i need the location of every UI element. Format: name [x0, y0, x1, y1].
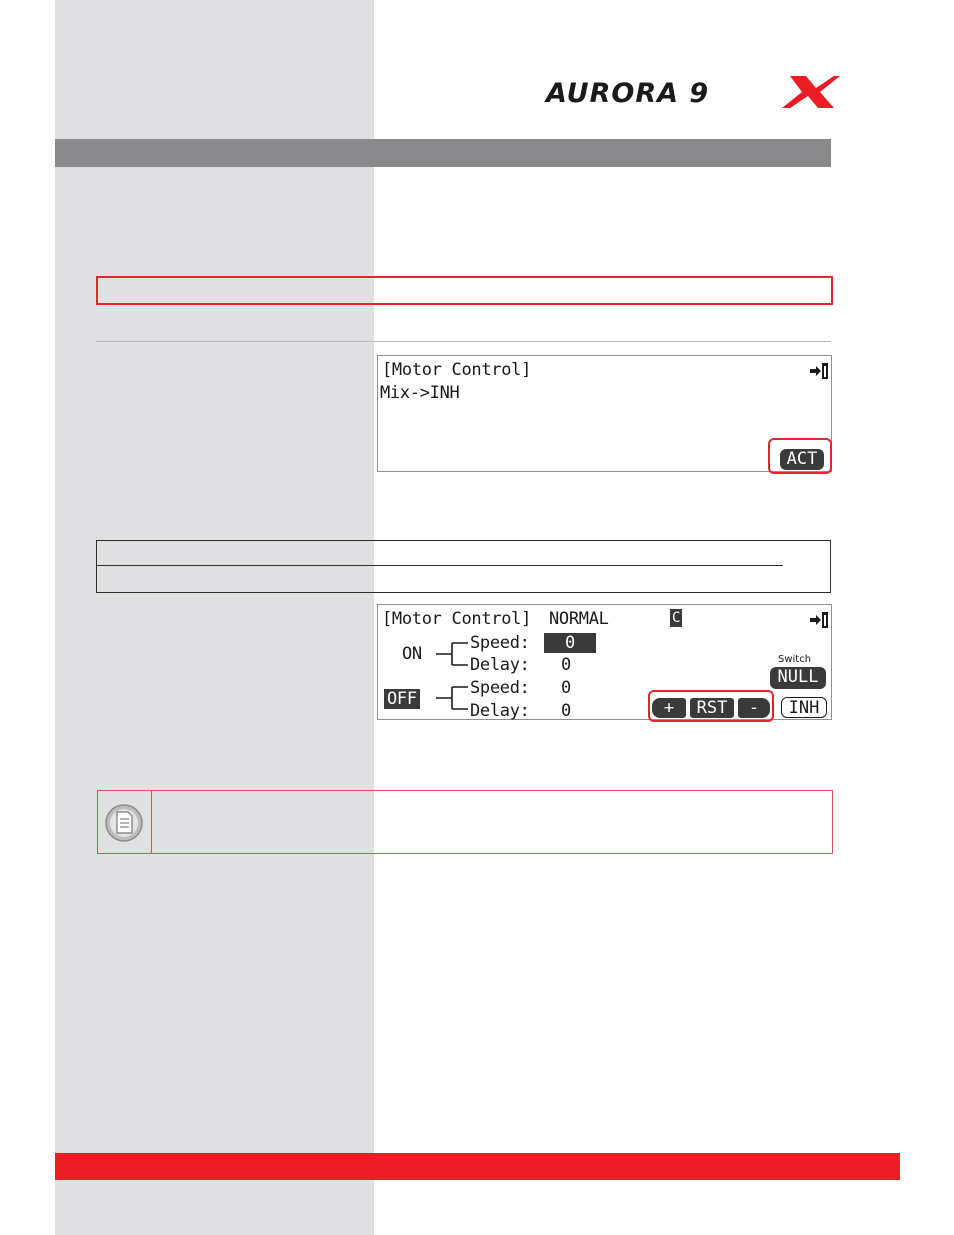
screen-title: [Motor Control] — [382, 360, 532, 380]
framed-box-line — [97, 565, 783, 566]
note-box — [97, 790, 833, 854]
off-label: OFF — [384, 689, 420, 709]
footer-bar — [55, 1153, 900, 1180]
svg-text:AURORA 9: AURORA 9 — [546, 78, 710, 109]
section-header-bar — [55, 139, 831, 167]
exit-icon[interactable] — [809, 362, 829, 380]
aurora-9x-logo — [544, 72, 840, 112]
plus-button[interactable]: + — [652, 698, 686, 718]
on-speed-value[interactable]: 0 — [544, 633, 596, 653]
off-delay-label: Delay: — [470, 701, 530, 721]
on-speed-label: Speed: — [470, 633, 530, 653]
act-button[interactable]: ACT — [780, 449, 824, 470]
off-delay-value[interactable]: 0 — [561, 701, 571, 721]
off-bracket — [436, 683, 470, 713]
minus-button[interactable]: - — [738, 698, 770, 718]
note-document-icon — [104, 799, 144, 843]
screen-title: [Motor Control] — [382, 609, 532, 629]
lcd-screen-motor-control-inhibit — [377, 355, 832, 472]
act-button-highlight — [768, 438, 832, 474]
on-bracket — [436, 639, 470, 669]
sidebar-column — [55, 0, 374, 1235]
framed-box — [96, 540, 831, 593]
inh-button[interactable]: INH — [781, 697, 827, 718]
on-delay-value[interactable]: 0 — [561, 655, 571, 675]
trim-buttons-highlight — [648, 690, 774, 722]
switch-null-button[interactable]: NULL — [770, 667, 826, 689]
on-delay-label: Delay: — [470, 655, 530, 675]
on-label: ON — [402, 644, 422, 664]
mix-status: Mix->INH — [380, 383, 460, 403]
off-speed-label: Speed: — [470, 678, 530, 698]
highlight-box — [96, 276, 833, 305]
switch-label: Switch — [778, 654, 812, 665]
flight-mode: NORMAL — [549, 609, 609, 629]
off-speed-value[interactable]: 0 — [561, 678, 571, 698]
condition-badge: C — [672, 610, 681, 626]
note-separator — [151, 791, 152, 853]
divider — [96, 341, 831, 342]
exit-icon[interactable] — [809, 611, 829, 629]
reset-button[interactable]: RST — [690, 698, 734, 718]
